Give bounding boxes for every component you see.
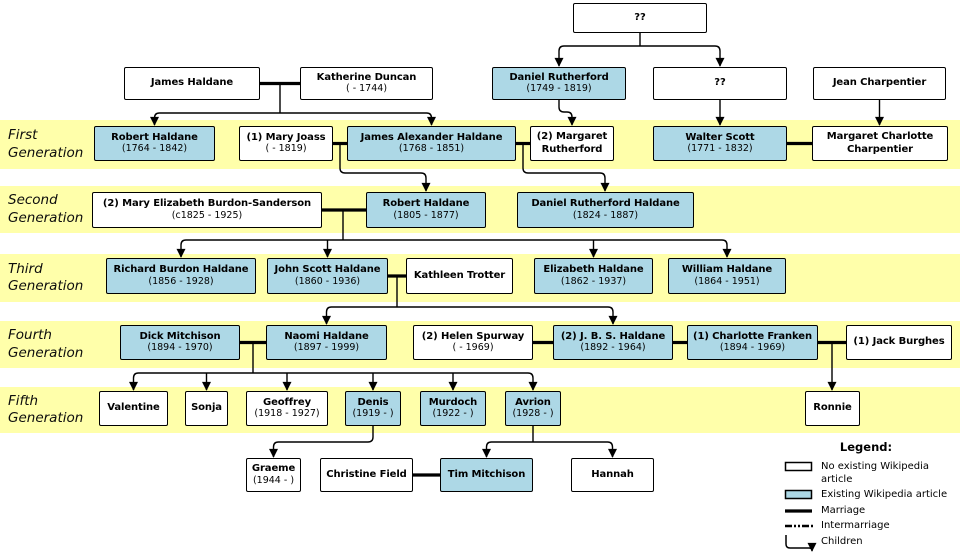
- connector-line: [559, 46, 720, 66]
- person-name: Graeme: [251, 463, 296, 475]
- person-name: Jean Charpentier: [832, 77, 927, 89]
- person-name: Hannah: [591, 468, 634, 480]
- person-box: [440, 458, 533, 492]
- person-box: [534, 258, 653, 294]
- person-name: Katherine Duncan: [316, 71, 417, 83]
- legend-item: [784, 504, 962, 518]
- person-box: [92, 192, 322, 228]
- person-box: [687, 325, 818, 360]
- person-name: Daniel Rutherford Haldane: [531, 198, 680, 210]
- person-box: [420, 391, 486, 426]
- legend-items: [770, 460, 962, 557]
- person-box: [812, 126, 948, 161]
- person-name: Robert Haldane: [382, 198, 470, 210]
- person-box: [185, 391, 228, 426]
- arrow-elbow-swatch-icon: [784, 535, 814, 557]
- legend-item: [784, 488, 962, 502]
- person-box: [413, 325, 533, 360]
- person-box: [106, 258, 256, 294]
- person-name: (2) Margaret: [536, 131, 608, 143]
- legend-item: [784, 535, 962, 557]
- person-name: Murdoch: [428, 396, 478, 408]
- person-dates: (1860 - 1936): [294, 275, 361, 287]
- person-dates: ( - 1969): [452, 342, 494, 354]
- person-dates: (1824 - 1887): [572, 209, 639, 221]
- person-box: [406, 258, 513, 294]
- box-white-swatch-icon: [784, 460, 814, 473]
- person-name: Tim Mitchison: [447, 468, 526, 480]
- connector-line: [487, 442, 613, 457]
- person-name: Charpentier: [846, 143, 914, 155]
- person-name: Elizabeth Haldane: [543, 264, 644, 276]
- generation-label: Third Generation: [8, 260, 84, 294]
- person-box: [347, 126, 516, 161]
- person-box: [492, 67, 626, 100]
- person-box: [553, 325, 673, 360]
- person-dates: (1864 - 1951): [694, 275, 760, 287]
- person-name: James Alexander Haldane: [360, 131, 503, 143]
- person-name: William Haldane: [681, 264, 773, 276]
- person-box: [573, 3, 707, 33]
- person-name: Daniel Rutherford: [509, 71, 609, 83]
- person-box: [366, 192, 486, 228]
- person-box: [813, 67, 946, 100]
- person-box: [571, 458, 654, 492]
- legend-title: Legend:: [839, 440, 893, 454]
- person-box: [345, 391, 401, 426]
- person-name: ??: [634, 11, 646, 23]
- person-name: Robert Haldane: [111, 131, 198, 143]
- person-dates: (1897 - 1999): [293, 342, 360, 354]
- connector-line: [274, 426, 374, 457]
- person-dates: (c1825 - 1925): [171, 209, 243, 221]
- line-dashdot-swatch-icon: [784, 519, 814, 532]
- generation-label: Fourth Generation: [8, 327, 84, 361]
- person-name: Valentine: [107, 402, 160, 414]
- person-dates: (1894 - 1969): [719, 342, 786, 354]
- person-name: Dick Mitchison: [139, 330, 221, 342]
- person-dates: (1771 - 1832): [687, 143, 753, 155]
- person-dates: ( - 1819): [265, 143, 307, 155]
- person-box: [246, 458, 301, 492]
- person-name: Walter Scott: [685, 131, 755, 143]
- person-box: [300, 67, 433, 100]
- legend-item-label: Marriage: [821, 504, 866, 516]
- person-name: (2) Mary Elizabeth Burdon-Sanderson: [102, 198, 312, 210]
- person-box: [653, 67, 787, 100]
- legend: [770, 440, 962, 559]
- person-dates: (1805 - 1877): [393, 209, 459, 221]
- person-name: Rutherford: [541, 143, 603, 155]
- generation-label: First Generation: [8, 127, 84, 161]
- legend-item: [784, 460, 962, 486]
- person-dates: (1919 - ): [352, 408, 394, 420]
- person-name: Ronnie: [813, 402, 852, 414]
- person-box: [266, 325, 387, 360]
- person-box: [239, 126, 333, 161]
- person-box: [246, 391, 328, 426]
- person-name: Kathleen Trotter: [413, 269, 506, 281]
- legend-item-label: No existing Wikipedia article: [821, 461, 929, 485]
- person-name: Christine Field: [326, 468, 407, 480]
- person-name: Denis: [357, 396, 389, 408]
- line-thick-swatch-icon: [784, 504, 814, 517]
- connector-line: [181, 240, 727, 257]
- person-dates: (1764 - 1842): [121, 143, 188, 155]
- connector-line: [155, 113, 432, 125]
- legend-item-label: Intermarriage: [821, 520, 890, 531]
- generation-label: Fifth Generation: [8, 392, 84, 426]
- person-box: [505, 391, 561, 426]
- legend-item-label: Existing Wikipedia article: [821, 489, 948, 500]
- person-name: Sonja: [191, 402, 222, 414]
- person-name: Margaret Charlotte: [826, 131, 934, 143]
- legend-item-label: Children: [821, 535, 863, 547]
- person-name: (2) J. B. S. Haldane: [560, 330, 666, 342]
- connector-line: [327, 307, 614, 324]
- person-name: Naomi Haldane: [284, 330, 369, 342]
- person-dates: (1768 - 1851): [398, 143, 465, 155]
- person-name: (1) Jack Burghes: [853, 336, 945, 348]
- person-name: (1) Charlotte Franken: [692, 330, 812, 342]
- person-box: [267, 258, 388, 294]
- person-box: [320, 458, 413, 492]
- box-blue-swatch-icon: [784, 488, 814, 501]
- connector-line: [559, 100, 572, 125]
- person-name: ??: [714, 77, 726, 89]
- generation-label: Second Generation: [8, 192, 84, 226]
- person-dates: (1862 - 1937): [560, 275, 627, 287]
- person-dates: ( - 1744): [345, 83, 388, 95]
- person-dates: (1928 - ): [512, 408, 554, 420]
- person-name: (1) Mary Joass: [246, 131, 326, 143]
- person-box: [94, 126, 215, 161]
- person-box: [120, 325, 240, 360]
- person-box: [517, 192, 694, 228]
- person-box: [653, 126, 787, 161]
- connector-line: [134, 373, 534, 390]
- person-dates: (1892 - 1964): [580, 342, 646, 354]
- person-dates: (1749 - 1819): [526, 83, 592, 95]
- person-name: (2) Helen Spurway: [421, 330, 525, 342]
- person-dates: (1922 - ): [432, 408, 474, 420]
- person-box: [846, 325, 952, 360]
- person-box: [124, 67, 260, 100]
- person-dates: (1894 - 1970): [147, 342, 213, 354]
- person-name: James Haldane: [150, 77, 234, 89]
- person-dates: (1856 - 1928): [148, 275, 214, 287]
- person-box: [99, 391, 168, 426]
- person-name: John Scott Haldane: [274, 264, 381, 276]
- person-box: [668, 258, 786, 294]
- person-name: Richard Burdon Haldane: [113, 264, 249, 276]
- person-dates: (1918 - 1927): [254, 408, 320, 420]
- legend-item: [784, 519, 962, 533]
- person-box: [530, 126, 614, 161]
- person-name: Avrion: [515, 396, 551, 408]
- person-box: [805, 391, 860, 426]
- person-dates: (1944 - ): [252, 474, 295, 486]
- person-name: Geoffrey: [263, 396, 311, 408]
